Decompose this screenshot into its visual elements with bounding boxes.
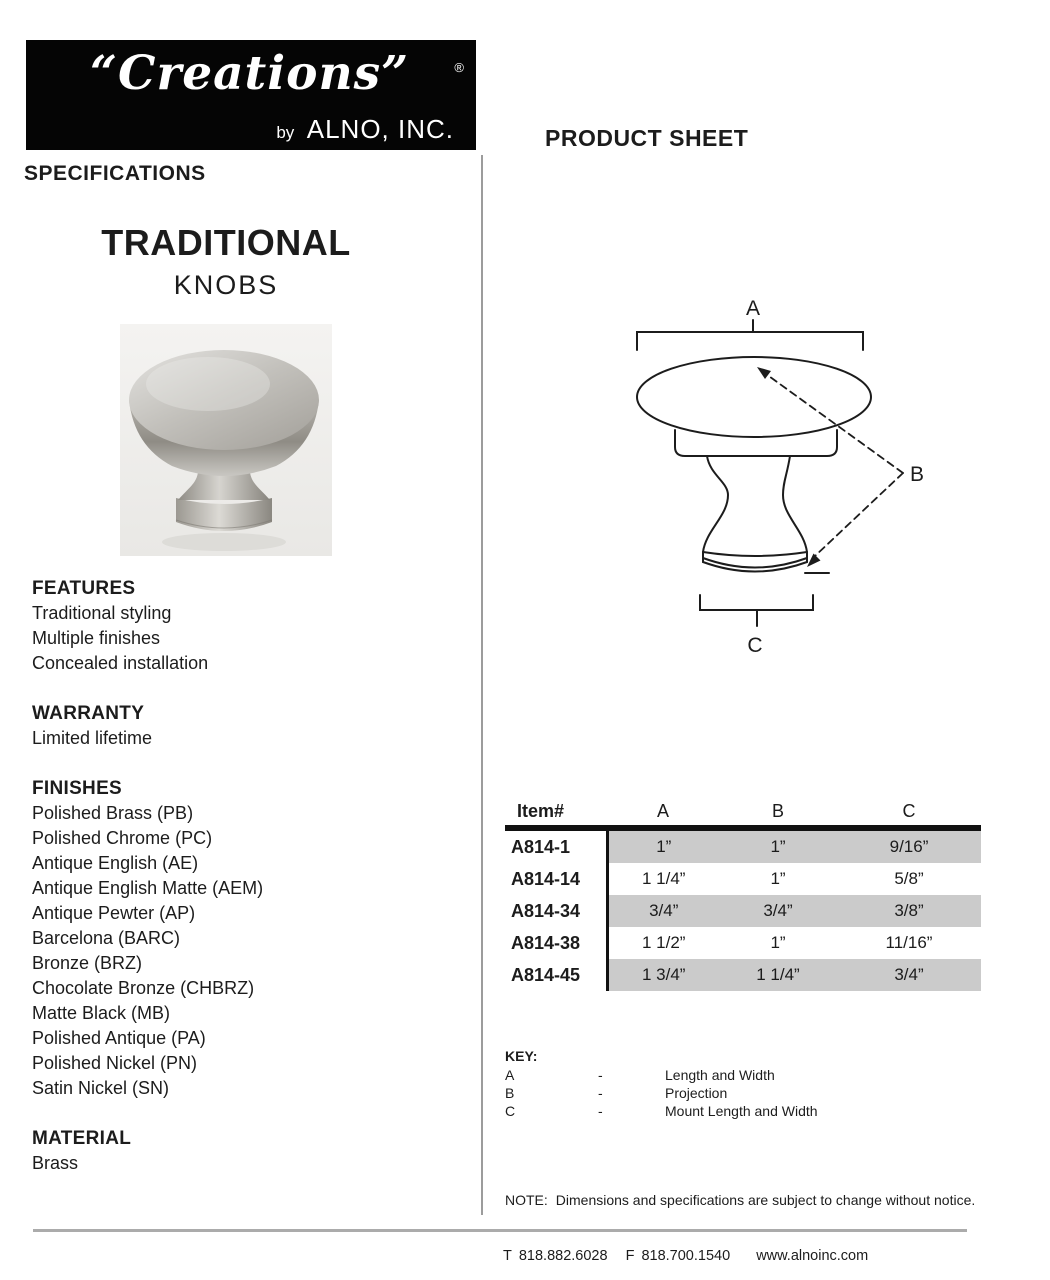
- dimension-diagram: [600, 290, 950, 665]
- list-item: Concealed installation: [32, 653, 209, 673]
- dim-b-cell: 1 1/4”: [719, 959, 837, 991]
- list-item: Chocolate Bronze (CHBRZ): [32, 978, 255, 998]
- product-category: KNOBS: [173, 270, 279, 300]
- features-heading: FEATURES: [32, 578, 136, 599]
- material-heading: MATERIAL: [32, 1128, 132, 1149]
- list-item: Multiple finishes: [32, 628, 161, 648]
- key-heading: KEY:: [505, 1048, 538, 1064]
- specifications-title: SPECIFICATIONS: [24, 162, 206, 185]
- table-row: [505, 895, 981, 927]
- stem-right-outline: [783, 456, 807, 552]
- arrowhead-up-icon: [757, 367, 771, 379]
- diagram-label-a: A: [745, 297, 761, 320]
- column-header-c: C: [837, 797, 981, 828]
- knob-photo: [120, 324, 332, 556]
- key-separator: -: [598, 1085, 603, 1101]
- diagram-label-b: B: [910, 463, 925, 486]
- b-dashed-line-upper: [766, 374, 903, 473]
- dim-c-cell: 9/16”: [837, 828, 981, 863]
- list-item: Antique English (AE): [32, 853, 199, 873]
- table-row: [505, 927, 981, 959]
- brand-script-text: “Creations”: [90, 46, 410, 101]
- product-sheet-title: PRODUCT SHEET: [545, 125, 749, 151]
- c-bracket: [700, 595, 813, 610]
- key-entry: [505, 1102, 818, 1120]
- features-list: [32, 601, 452, 676]
- dim-b-cell: 1”: [770, 869, 786, 888]
- column-header-b: B: [719, 797, 837, 828]
- warranty-section: [32, 701, 452, 751]
- list-item: Barcelona (BARC): [32, 928, 181, 948]
- key-description: Projection: [665, 1085, 728, 1101]
- creations-logo: [26, 40, 476, 150]
- diagram-label-c: C: [747, 634, 763, 657]
- list-item: Polished Antique (PA): [32, 1028, 206, 1048]
- base-top-line: [703, 552, 807, 556]
- item-number-cell: A814-1: [505, 828, 607, 863]
- dim-a-cell: 1 3/4”: [607, 959, 719, 991]
- key-separator: -: [598, 1067, 603, 1083]
- dim-a-cell: 1”: [607, 828, 719, 863]
- list-item: Brass: [32, 1153, 79, 1173]
- column-header-a: A: [607, 797, 719, 828]
- knob-shadow: [162, 533, 286, 551]
- item-number-cell: A814-38: [505, 927, 607, 959]
- product-name: TRADITIONAL: [101, 222, 351, 263]
- dim-c-cell: 5/8”: [894, 869, 924, 888]
- list-item: Satin Nickel (SN): [32, 1078, 170, 1098]
- column-header-item: Item#: [505, 797, 607, 828]
- disclaimer-note: [505, 1192, 975, 1208]
- item-number-cell: A814-45: [505, 959, 607, 991]
- dim-a-cell: 1 1/4”: [642, 869, 686, 888]
- list-item: Limited lifetime: [32, 728, 153, 748]
- column-divider-line: [481, 155, 483, 1215]
- dim-b-cell: 3/4”: [719, 895, 837, 927]
- stem-left-outline: [703, 456, 728, 552]
- phone-group: [503, 1248, 612, 1264]
- phone-number: 818.882.6028: [518, 1248, 608, 1264]
- table-row: [505, 959, 981, 991]
- warranty-list: [32, 726, 452, 751]
- knob-collar-outline: [675, 430, 837, 456]
- dim-a-cell: 1 1/2”: [642, 933, 686, 952]
- key-description: Length and Width: [665, 1067, 775, 1083]
- table-header-row: [505, 797, 981, 828]
- byline-by: by: [276, 123, 295, 142]
- key-letter: A: [505, 1067, 515, 1083]
- arrowhead-down-icon: [807, 554, 821, 568]
- knob-top-outline: [637, 357, 871, 437]
- warranty-heading: WARRANTY: [32, 703, 145, 724]
- material-list: [32, 1151, 452, 1176]
- a-bracket: [637, 332, 863, 350]
- table-row: [505, 828, 981, 863]
- registered-trademark-icon: ®: [454, 60, 464, 75]
- list-item: Traditional styling: [32, 603, 172, 623]
- fax-label: F: [625, 1248, 635, 1264]
- list-item: Antique English Matte (AEM): [32, 878, 264, 898]
- b-dashed-line-lower: [815, 473, 903, 556]
- item-number-cell: A814-14: [505, 863, 607, 895]
- logo-byline: [276, 114, 454, 145]
- cap-highlight: [146, 357, 270, 411]
- key-letter: C: [505, 1103, 516, 1119]
- footer-contact: [503, 1248, 868, 1264]
- dim-c-cell: 11/16”: [885, 933, 933, 952]
- dim-c-cell: 3/8”: [837, 895, 981, 927]
- features-section: [32, 576, 452, 676]
- phone-label: T: [503, 1248, 512, 1264]
- list-item: Antique Pewter (AP): [32, 903, 196, 923]
- list-item: Polished Nickel (PN): [32, 1053, 198, 1073]
- table-row: [505, 863, 981, 895]
- item-number-cell: A814-34: [505, 895, 607, 927]
- finishes-heading: FINISHES: [32, 778, 123, 799]
- list-item: Polished Chrome (PC): [32, 828, 213, 848]
- key-letter: B: [505, 1085, 515, 1101]
- list-item: Bronze (BRZ): [32, 953, 143, 973]
- key-legend: [505, 1048, 818, 1120]
- note-label: NOTE:: [505, 1192, 548, 1208]
- byline-company: ALNO, INC.: [306, 114, 454, 144]
- fax-number: 818.700.1540: [641, 1248, 731, 1264]
- spec-sections: [32, 576, 452, 1201]
- key-description: Mount Length and Width: [665, 1103, 818, 1119]
- finishes-list: [32, 801, 452, 1101]
- dim-c-cell: 3/4”: [837, 959, 981, 991]
- dim-b-cell: 1”: [719, 828, 837, 863]
- dim-b-cell: 1”: [770, 933, 786, 952]
- product-heading: [0, 222, 452, 301]
- key-separator: -: [598, 1103, 603, 1119]
- dim-a-cell: 3/4”: [607, 895, 719, 927]
- note-text: Dimensions and specifications are subject to change without notice.: [555, 1192, 976, 1208]
- key-entry: [505, 1066, 818, 1084]
- size-table: [505, 797, 981, 991]
- footer-divider-line: [33, 1229, 967, 1232]
- material-section: [32, 1126, 452, 1176]
- key-entry: [505, 1084, 818, 1102]
- website-text: www.alnoinc.com: [756, 1248, 869, 1264]
- fax-group: [626, 1248, 735, 1264]
- finishes-section: [32, 776, 452, 1101]
- list-item: Polished Brass (PB): [32, 803, 194, 823]
- list-item: Matte Black (MB): [32, 1003, 171, 1023]
